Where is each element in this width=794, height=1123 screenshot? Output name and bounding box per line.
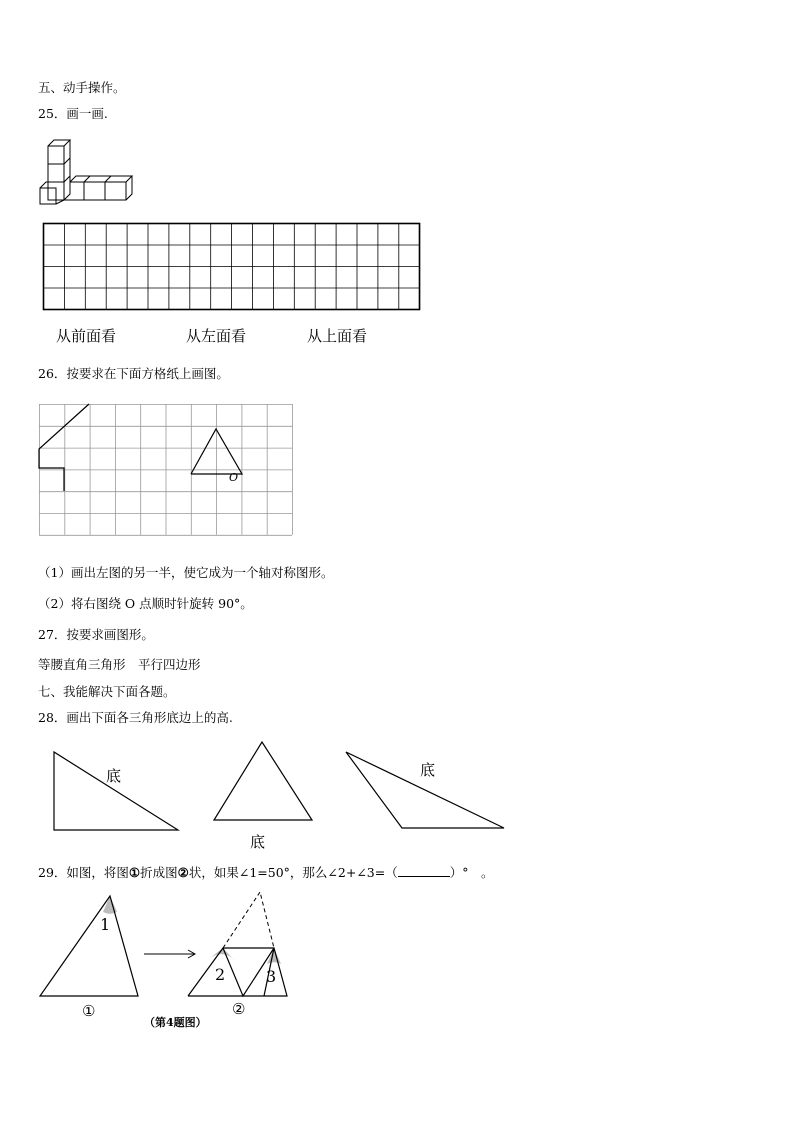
q29-middle2: 状，如果∠1=50°，那么∠2+∠3=（ (188, 865, 398, 880)
question-28-title: 28．画出下面各三角形底边上的高. (38, 710, 233, 725)
base-label-1: 底 (106, 767, 122, 785)
q28-triangles[interactable] (40, 736, 510, 856)
cube-stack-figure (36, 134, 136, 206)
question-27-title: 27．按要求画图形。 (38, 627, 154, 642)
original-triangle (40, 896, 138, 996)
base-label-3: 底 (420, 761, 436, 779)
view-label-top: 从上面看 (307, 327, 368, 345)
angle-2-label: 2 (215, 965, 226, 984)
half-shape (39, 404, 89, 491)
triangle-acute (214, 742, 312, 820)
q29-fold-figure (38, 890, 298, 1030)
view-label-left: 从左面看 (186, 327, 247, 345)
base-label-2: 底 (250, 833, 266, 851)
section-5-heading: 五、动手操作。 (38, 80, 126, 95)
triangle-right (54, 752, 178, 830)
q29-suffix: ）° 。 (449, 865, 494, 880)
q27-shapes: 等腰直角三角形 平行四边形 (38, 657, 201, 672)
figure-caption: （第4题图） (144, 1016, 207, 1029)
circled-2: ② (177, 865, 189, 880)
q26-grid-paper[interactable] (39, 404, 295, 538)
circled-1: ① (128, 865, 141, 880)
q26-part1: （1）画出左图的另一半，使它成为一个轴对称图形。 (38, 565, 334, 580)
answer-blank[interactable] (398, 866, 450, 877)
angle-3-label: 3 (266, 967, 277, 986)
angle-1-label: 1 (100, 915, 111, 934)
point-o-label: O (229, 471, 239, 484)
q25-grid-paper[interactable] (43, 223, 421, 311)
section-7-heading: 七、我能解决下面各题。 (38, 684, 176, 699)
q26-part2: （2）将右图绕 O 点顺时针旋转 90°。 (38, 596, 253, 611)
question-29-title (38, 863, 493, 881)
view-label-front: 从前面看 (56, 327, 117, 345)
q29-prefix: 29．如图，将图 (38, 865, 129, 880)
figure-2-label: ② (232, 1000, 246, 1018)
figure-1-label: ① (82, 1002, 96, 1020)
question-25-title: 25．画一画. (38, 106, 108, 121)
q29-middle1: 折成图 (140, 865, 178, 880)
question-26-title: 26．按要求在下面方格纸上画图。 (38, 366, 229, 381)
